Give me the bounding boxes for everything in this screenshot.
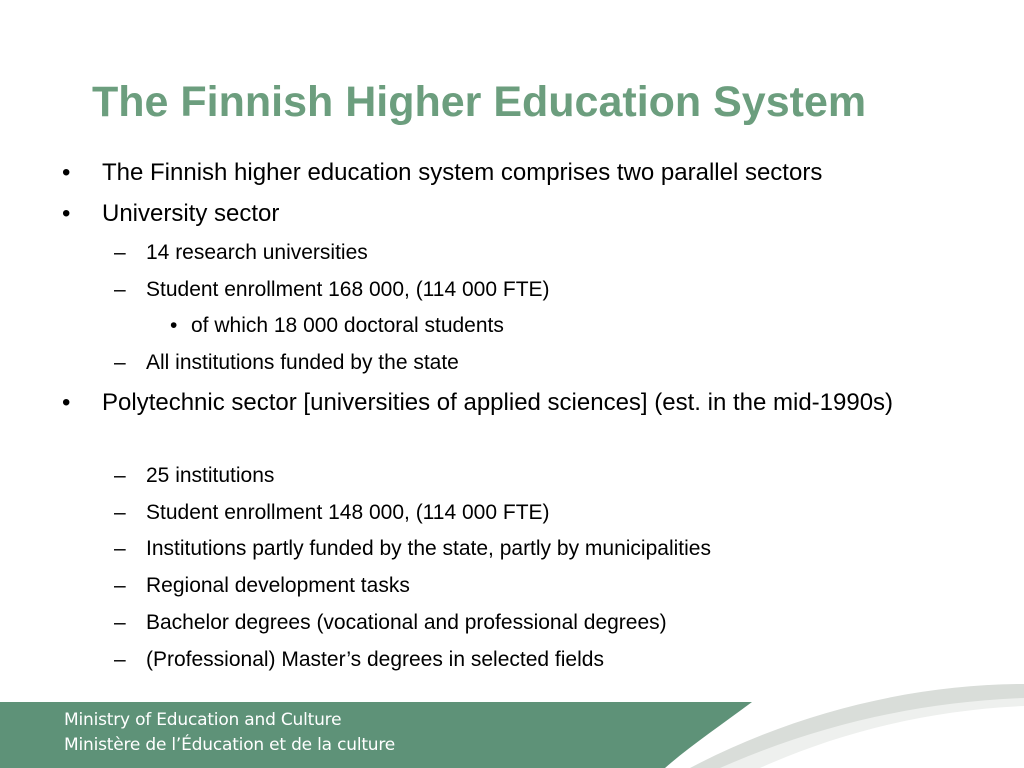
sub-bullet-text: Student enrollment 148 000, (114 000 FTE) [146, 501, 550, 524]
sub-bullet-item [114, 238, 368, 268]
sub-bullet-item [114, 534, 711, 564]
sub-bullet-item [114, 348, 459, 378]
sub-bullet-marker: – [114, 574, 126, 597]
sub-bullet-marker: – [114, 278, 126, 301]
sub-bullet-marker: – [114, 537, 126, 560]
bullet-item [62, 197, 279, 231]
sub-bullet-item [114, 645, 604, 675]
bullet-item [62, 156, 822, 190]
sub-bullet-text: Regional development tasks [146, 574, 410, 597]
sub-sub-bullet-text: of which 18 000 doctoral students [191, 314, 504, 337]
bullet-marker: • [62, 389, 71, 416]
sub-bullet-text: (Professional) Master’s degrees in selected fields [146, 648, 604, 671]
bullet-text: The Finnish higher education system comprises two parallel sectors [102, 159, 823, 186]
slide-title: The Finnish Higher Education System [92, 78, 867, 126]
sub-bullet-item [114, 498, 550, 528]
sub-bullet-marker: – [114, 351, 126, 374]
sub-sub-bullet-marker: • [170, 314, 178, 337]
sub-bullet-text: 25 institutions [146, 464, 275, 487]
footer [0, 680, 1024, 768]
sub-bullet-text: Institutions partly funded by the state, partly by municipalities [146, 537, 711, 560]
sub-bullet-item [114, 275, 550, 305]
ministry-name-en: Ministry of Education and Culture [64, 710, 342, 730]
sub-bullet-marker: – [114, 241, 126, 264]
bullet-marker: • [62, 159, 71, 186]
sub-bullet-item [114, 571, 410, 601]
bullet-text: Polytechnic sector [universities of applied sciences] (est. in the mid-1990s) [102, 389, 894, 416]
sub-bullet-marker: – [114, 611, 126, 634]
sub-bullet-text: All institutions funded by the state [146, 351, 459, 374]
sub-sub-bullet-item [170, 311, 504, 341]
sub-bullet-marker: – [114, 501, 126, 524]
sub-bullet-item [114, 608, 667, 638]
sub-bullet-marker: – [114, 464, 126, 487]
sub-bullet-text: 14 research universities [146, 241, 368, 264]
sub-bullet-text: Bachelor degrees (vocational and professional degrees) [146, 611, 667, 634]
sub-bullet-marker: – [114, 648, 126, 671]
sub-bullet-text: Student enrollment 168 000, (114 000 FTE) [146, 278, 550, 301]
bullet-item [62, 386, 962, 420]
ministry-name-fr: Ministère de l’Éducation et de la culture [64, 735, 396, 755]
bullet-marker: • [62, 200, 71, 227]
sub-bullet-item [114, 461, 274, 491]
bullet-text: University sector [102, 200, 280, 227]
